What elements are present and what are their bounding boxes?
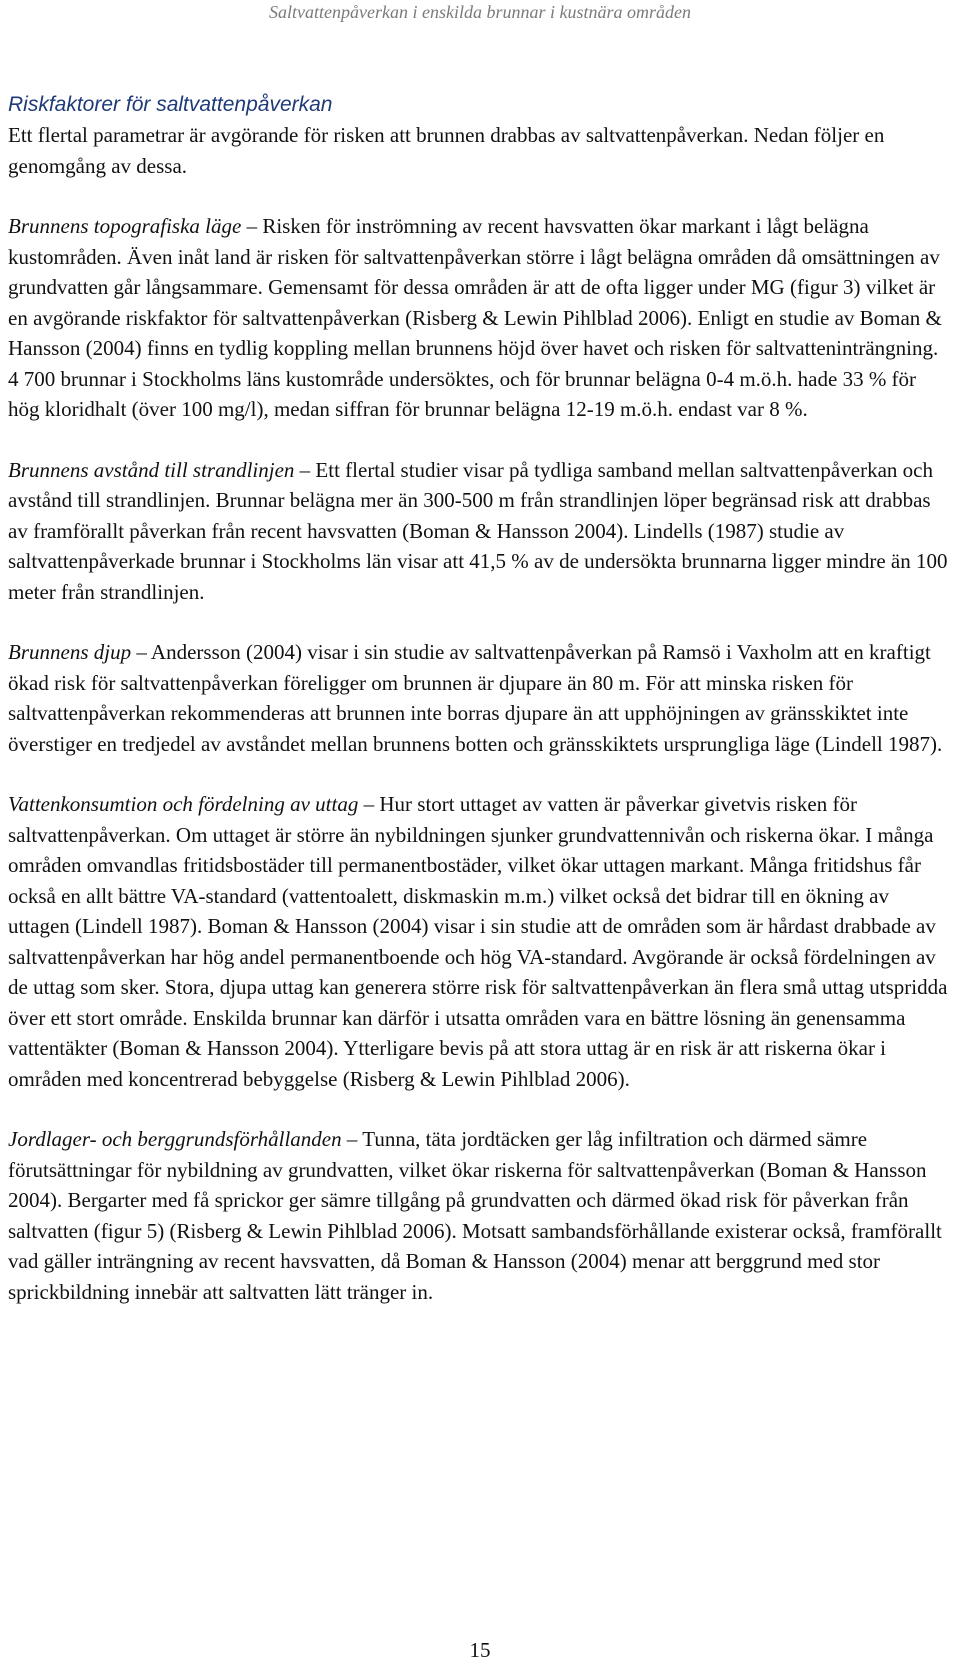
paragraph-lead: Brunnens djup (8, 640, 132, 664)
paragraph-lead: Vattenkonsumtion och fördelning av uttag (8, 792, 359, 816)
paragraph-text: – Tunna, täta jordtäcken ger låg infiltration och därmed sämre förutsättningar för nybildning av grundvatten, vilket ökar riskerna för saltvattenpåverkan (Boman & Hansson 2004). Bergarter med få sprickor ger sämre tillgång på grundvatten och därmed ökad risk för påverkan från saltvatten (figur 5) (Risberg & Lewin Pihlblad 2006). Motsatt sambandsförhållande existerar också, framförallt vad gäller inträngning av recent havsvatten, då Boman & Hansson (2004) menar att berggrund med stor sprickbildning innebär att saltvatten lätt tränger in. (8, 1127, 942, 1304)
paragraph-text: – Ett flertal studier visar på tydliga samband mellan saltvattenpåverkan och avstånd till strandlinjen. Brunnar belägna mer än 300-500 m från strandlinjen löper begränsad risk att drabbas av framförallt påverkan från recent havsvatten (Boman & Hansson 2004). Lindells (1987) studie av saltvattenpåverkade brunnar i Stockholms län visar att 41,5 % av de undersökta brunnarna ligger mindre än 100 meter från strandlinjen. (8, 457, 948, 604)
page-number: 15 (469, 1638, 491, 1662)
paragraph-lead: Brunnens avstånd till strandlinjen (8, 457, 295, 482)
paragraph-topographic-position (8, 211, 952, 425)
paragraph-water-consumption (8, 789, 952, 1094)
section-heading: Riskfaktorer för saltvattenpåverkan (8, 93, 333, 116)
paragraph-distance-to-shoreline (8, 455, 952, 608)
running-header: Saltvattenpåverkan i enskilda brunnar i kustnära områden (269, 2, 691, 22)
paragraph-text: – Hur stort uttaget av vatten är påverkar givetvis risken för saltvattenpåverkan. Om uttaget är större än nybildningen sjunker grundvattennivån och riskerna ökar. I många områden omvandlas fritidsbostäder till permanentbostäder, vilket ökar uttagen markant. Många fritidshus får också en allt bättre VA-standard (vattentoalett, diskmaskin m.m.) vilket också det bidrar till en ökning av uttagen (Lindell 1987). Boman & Hansson (2004) visar i sin studie att de områden som är hårdast drabbade av saltvattenpåverkan har hög andel permanentboende och hög VA-standard. Avgörande är också fördelningen av de uttag som sker. Stora, djupa uttag kan generera större risk för saltvattenpåverkan än flera små uttag utspridda över ett stort område. Enskilda brunnar kan därför i utsatta områden vara en bättre lösning än genensamma vattentäkter (Boman & Hansson 2004). Ytterligare bevis på att stora uttag är en risk är att riskerna ökar i områden med koncentrerad bebyggelse (Risberg & Lewin Pihlblad 2006). (8, 792, 948, 1091)
page-body (8, 90, 952, 1337)
paragraph-lead: Jordlager- och berggrundsförhållanden (8, 1127, 342, 1151)
paragraph-well-depth (8, 637, 952, 759)
intro-paragraph: Ett flertal parametrar är avgörande för risken att brunnen drabbas av saltvattenpåverkan. Nedan följer en genomgång av dessa. (8, 123, 885, 178)
paragraph-text: – Andersson (2004) visar i sin studie av saltvattenpåverkan på Ramsö i Vaxholm att en kraftigt ökad risk för saltvattenpåverkan föreligger om brunnen är djupare än 80 m. För att minska risken för saltvattenpåverkan rekommenderas att brunnen inte borras djupare än att upphöjningen av gränsskiktet inte överstiger en tredjedel av avståndet mellan brunnens botten och gränsskiktets ursprungliga läge (Lindell 1987). (8, 640, 943, 756)
paragraph-soil-and-bedrock (8, 1124, 952, 1307)
paragraph-text: – Risken för inströmning av recent havsvatten ökar markant i lågt belägna kustområden. Även inåt land är risken för saltvattenpåverkan större i lågt belägna områden då omsättningen av grundvatten går långsammare. Gemensamt för dessa områden är att de ofta ligger under MG (figur 3) vilket är en avgörande riskfaktor för saltvattenpåverkan (Risberg & Lewin Pihlblad 2006). Enligt en studie av Boman & Hansson (2004) finns en tydlig koppling mellan brunnens höjd över havet och risken för saltvatteninträngning. 4 700 brunnar i Stockholms läns kustområde undersöktes, och för brunnar belägna 0-4 m.ö.h. hade 33 % för hög kloridhalt (över 100 mg/l), medan siffran för brunnar belägna 12-19 m.ö.h. endast var 8 %. (8, 214, 942, 421)
paragraph-lead: Brunnens topografiska läge (8, 214, 242, 238)
